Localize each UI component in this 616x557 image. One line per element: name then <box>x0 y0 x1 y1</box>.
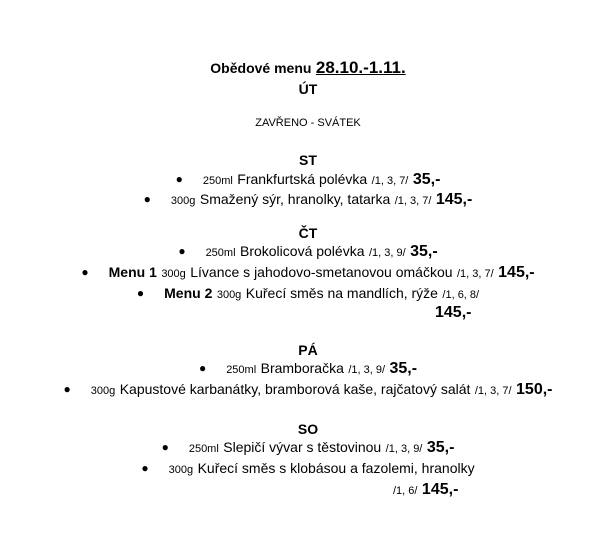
bullet-icon: ● <box>81 265 89 279</box>
day-note-ut: ZAVŘENO - SVÁTEK <box>255 117 361 129</box>
item-price: 35,- <box>426 439 455 456</box>
item-allergens: /1, 3, 9/ <box>368 247 406 259</box>
item-label: Menu 2 <box>164 285 213 301</box>
item-qty: 300g <box>90 385 116 397</box>
item-name: Frankfurtská polévka <box>237 171 368 187</box>
item-allergens: /1, 3, 9/ <box>348 364 386 376</box>
item-allergens: /1, 6/ <box>393 485 418 497</box>
item-name: Brokolicová polévka <box>239 243 365 259</box>
item-allergens: /1, 3, 7/ <box>456 268 494 280</box>
item-allergens: /1, 3, 7/ <box>394 195 432 207</box>
item-price: 145,- <box>435 191 473 208</box>
item-price: 145,- <box>421 481 459 498</box>
day-heading-st: ST <box>299 152 317 168</box>
bullet-icon: ● <box>161 440 169 454</box>
bullet-icon: ● <box>136 286 145 300</box>
bullet-icon: ● <box>63 382 71 396</box>
item-price: 35,- <box>389 360 418 377</box>
item-name: Kuřecí směs s klobásou a fazolemi, hranolky <box>197 460 475 476</box>
menu-title-prefix: Obědové menu <box>210 60 312 76</box>
item-allergens: /1, 3, 9/ <box>385 443 423 455</box>
item-price: 145,- <box>498 264 535 281</box>
menu-item <box>0 460 616 478</box>
menu-item <box>0 381 616 399</box>
item-qty: 300g <box>170 195 196 207</box>
bullet-icon: ● <box>143 192 151 206</box>
day-heading-so: SO <box>297 421 319 437</box>
bullet-icon: ● <box>175 172 183 186</box>
day-heading-ct: ČT <box>298 225 318 241</box>
item-price: 35,- <box>412 171 441 188</box>
menu-item <box>0 285 616 303</box>
item-qty: 300g <box>216 289 242 301</box>
menu-item <box>0 171 616 189</box>
item-name: Slepičí vývar s těstovinou <box>223 439 382 455</box>
menu-title-dates: 28.10.-1.11. <box>315 58 406 77</box>
bullet-icon: ● <box>178 244 186 258</box>
item-name: Lívance s jahodovo-smetanovou omáčkou <box>190 264 453 280</box>
item-allergens: /1, 3, 7/ <box>371 175 409 187</box>
menu-item <box>0 191 616 209</box>
item-price: 145,- <box>435 304 472 321</box>
item-allergens: /1, 3, 7/ <box>474 385 512 397</box>
day-heading-ut: ÚT <box>298 81 318 97</box>
item-qty: 300g <box>168 464 194 476</box>
item-name: Bramboračka <box>260 360 344 376</box>
item-qty: 300g <box>161 268 186 280</box>
item-price: 150,- <box>516 381 553 398</box>
item-name: Kapustové karbanátky, bramborová kaše, rajčatový salát <box>119 381 471 397</box>
item-name: Kuřecí směs na mandlích, rýže <box>245 285 438 301</box>
item-qty: 250ml <box>205 247 236 259</box>
item-price-line <box>393 481 458 499</box>
bullet-icon: ● <box>198 361 207 375</box>
item-qty: 250ml <box>226 364 257 376</box>
bullet-icon: ● <box>141 461 149 475</box>
menu-item <box>0 439 616 457</box>
day-heading-pa: PÁ <box>298 342 318 358</box>
item-qty: 250ml <box>202 175 233 187</box>
item-qty: 250ml <box>188 443 219 455</box>
menu-item <box>0 264 616 282</box>
menu-item <box>0 243 616 261</box>
item-name: Smažený sýr, hranolky, tatarka <box>199 191 391 207</box>
item-allergens: /1, 6, 8/ <box>442 289 480 301</box>
item-price: 35,- <box>410 243 438 260</box>
menu-item <box>0 360 616 378</box>
item-label: Menu 1 <box>108 264 157 280</box>
menu-title <box>0 58 616 78</box>
